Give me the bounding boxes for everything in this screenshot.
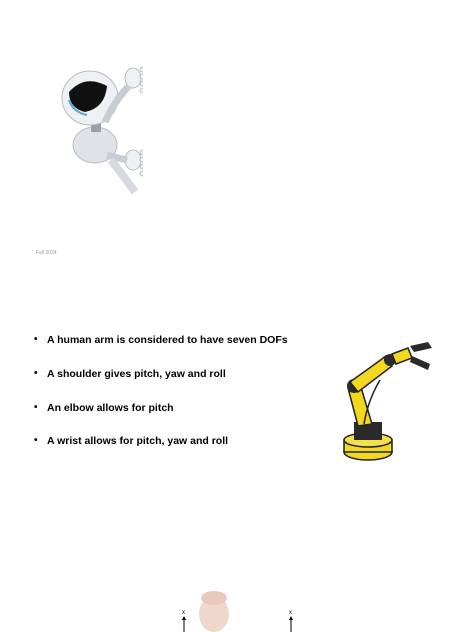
bullet-dot: • [34,401,38,413]
bullet-dot: • [34,435,38,447]
slide-2 [0,300,474,632]
slide-1 [0,0,474,300]
bullet-item [34,434,324,468]
bullet-text: An elbow allows for pitch [47,401,174,414]
bullet-item [34,333,324,367]
axis-right-label: x [289,610,292,616]
axis-left-label: x [182,610,185,616]
bullet-text: A human arm is considered to have seven DOFs [47,334,288,346]
bullet-item [34,367,324,401]
head-axes-figure [176,590,296,632]
bullet-dot: • [34,334,38,345]
bullet-list [34,333,324,468]
bullet-text: A shoulder gives pitch, yaw and roll [47,367,226,380]
robot-peeking-image [55,60,180,200]
robot-arm-image [328,340,440,468]
slide-footer: Fall 2024 [36,250,57,256]
bullet-item [34,401,324,435]
bullet-dot: • [34,367,38,379]
bullet-text: A wrist allows for pitch, yaw and roll [47,435,229,448]
